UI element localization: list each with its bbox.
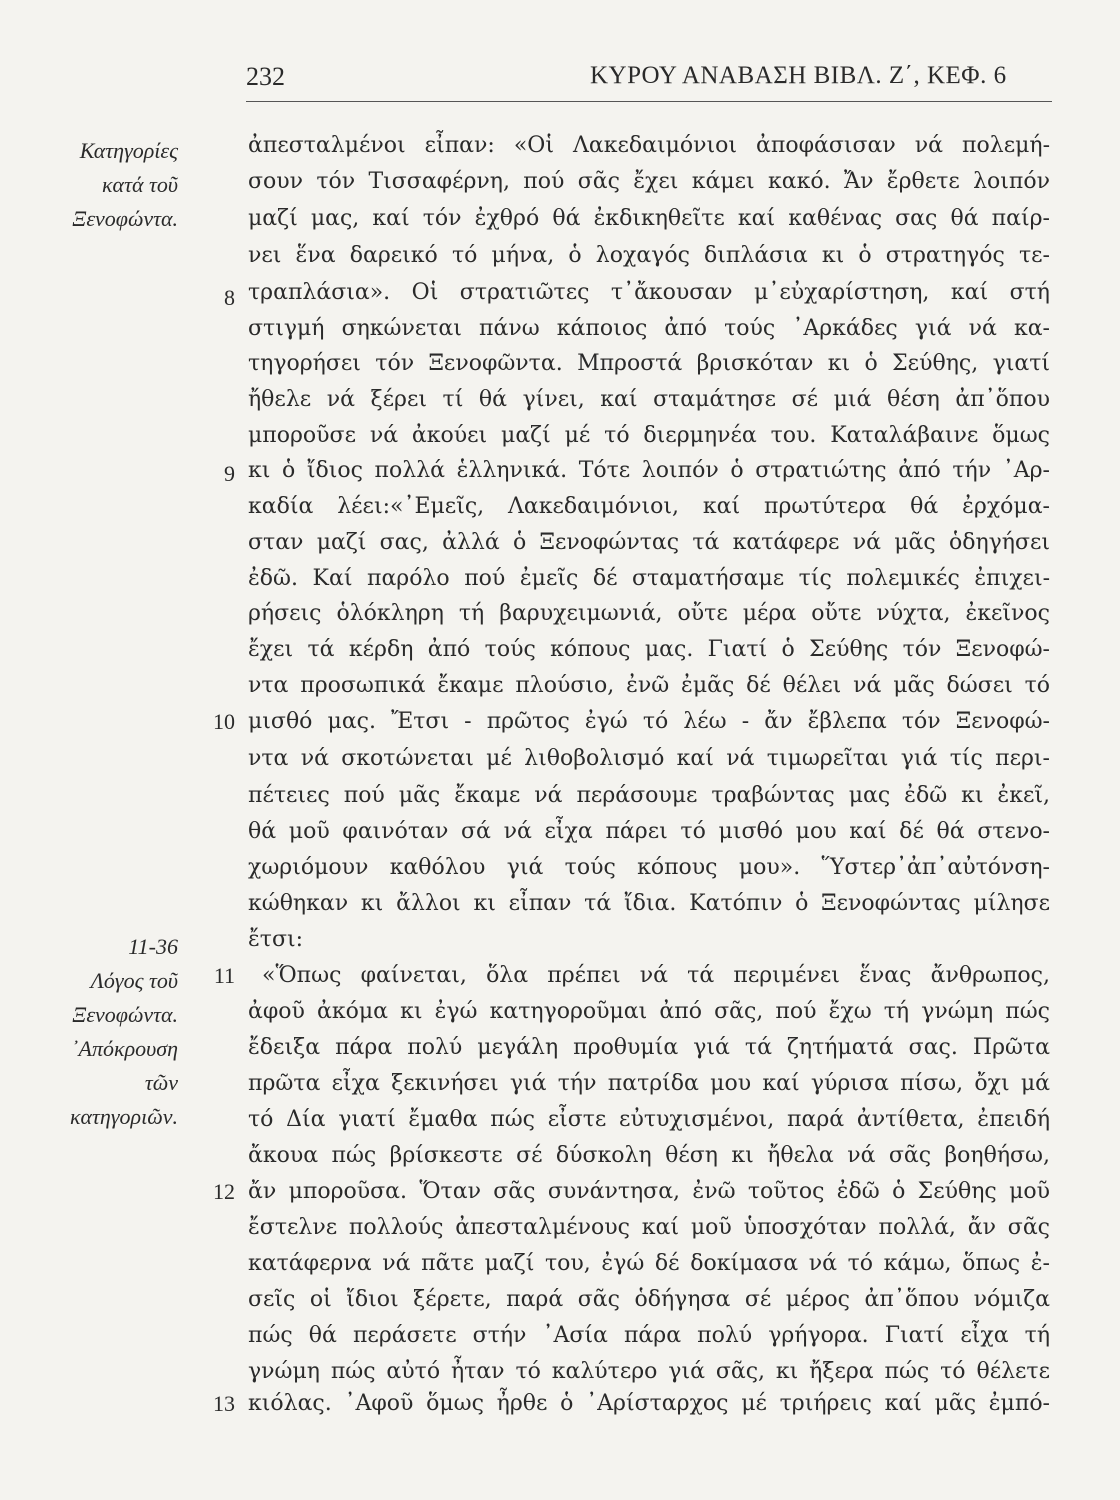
- text-line: σταν μαζί σας, ἀλλά ὁ Ξενοφώντας τά κατάφερε νά μᾶς ὁδηγήσει: [248, 530, 1050, 555]
- text-line: πέτειες πού μᾶς ἔκαμε νά περάσουμε τραβώντας μας ἐδῶ κι ἐκεῖ,: [248, 783, 1050, 808]
- text-line: ἐδῶ. Καί παρόλο πού ἐμεῖς δέ σταματήσαμε τίς πολεμικές ἐπιχει-: [248, 566, 1050, 591]
- text-line: πρῶτα εἶχα ξεκινήσει γιά τήν πατρίδα μου καί γύρισα πίσω, ὄχι μά: [248, 1071, 1050, 1096]
- running-head: ΚΥΡΟΥ ΑΝΑΒΑΣΗ ΒΙΒΛ. Ζ΄, ΚΕΦ. 6: [590, 62, 1007, 89]
- text-line: μαζί μας, καί τόν ἐχθρό θά ἐκδικηθεῖτε καί καθένας σας θά παίρ-: [248, 206, 1050, 231]
- text-line: «Ὅπως φαίνεται, ὅλα πρέπει νά τά περιμένει ἕνας ἄνθρωπος,: [262, 963, 1050, 988]
- margin-note-line: τῶν: [144, 1070, 178, 1095]
- header-rule: [246, 101, 1052, 102]
- margin-note-line: 11-36: [128, 934, 178, 959]
- text-line: ἄκουα πώς βρίσκεστε σέ δύσκολη θέση κι ἤθελα νά σᾶς βοηθήσω,: [248, 1143, 1050, 1168]
- section-number: 12: [213, 1179, 235, 1204]
- text-line: ἔστελνε πολλούς ἀπεσταλμένους καί μοῦ ὑποσχόταν πολλά, ἄν σᾶς: [248, 1215, 1050, 1240]
- text-line: ἔχει τά κέρδη ἀπό τούς κόπους μας. Γιατί ὁ Σεύθης τόν Ξενοφώ-: [248, 637, 1050, 662]
- section-number: 10: [213, 709, 235, 734]
- text-line: τό Δία γιατί ἔμαθα πώς εἶστε εὐτυχισμένοι, παρά ἀντίθετα, ἐπειδή: [248, 1107, 1050, 1132]
- text-line: ρήσεις ὁλόκληρη τή βαρυχειμωνιά, οὔτε μέρα οὔτε νύχτα, ἐκεῖνος: [248, 601, 1050, 626]
- text-line: μποροῦσε νά ἀκούει μαζί μέ τό διερμηνέα του. Καταλάβαινε ὅμως: [248, 423, 1050, 448]
- margin-note-speech: [70, 930, 178, 1134]
- text-line: μισθό μας. Ἔτσι - πρῶτος ἐγώ τό λέω - ἄν ἔβλεπα τόν Ξενοφώ-: [248, 709, 1050, 734]
- page-number: 232: [246, 62, 285, 91]
- text-line: ἔτσι:: [248, 927, 304, 952]
- margin-note-line: Κατηγορίες: [79, 138, 178, 163]
- section-number: 13: [213, 1391, 235, 1416]
- margin-note-accusations: [72, 134, 178, 236]
- margin-note-line: κατά τοῦ: [101, 172, 178, 197]
- text-line: στιγμή σηκώνεται πάνω κάποιος ἀπό τούς ᾿Αρκάδες γιά νά κα-: [248, 316, 1050, 341]
- text-line: θά μοῦ φαινόταν σά νά εἶχα πάρει τό μισθό μου καί δέ θά στενο-: [248, 819, 1050, 844]
- margin-note-line: Ξενοφώντα.: [72, 1002, 178, 1027]
- text-line: ντα νά σκοτώνεται μέ λιθοβολισμό καί νά τιμωρεῖται γιά τίς περι-: [248, 746, 1050, 771]
- text-line: ἀπεσταλμένοι εἶπαν: «Οἱ Λακεδαιμόνιοι ἀποφάσισαν νά πολεμή-: [248, 133, 1050, 158]
- text-line: ντα προσωπικά ἔκαμε πλούσιο, ἐνῶ ἐμᾶς δέ θέλει νά μᾶς δώσει τό: [248, 673, 1050, 698]
- margin-note-line: κατηγοριῶν.: [69, 1104, 178, 1129]
- section-number: 11: [213, 963, 235, 988]
- text-line: ἤθελε νά ξέρει τί θά γίνει, καί σταμάτησε σέ μιά θέση ἀπ᾿ὅπου: [248, 387, 1050, 412]
- text-line: πώς θά περάσετε στήν ᾿Ασία πάρα πολύ γρήγορα. Γιατί εἶχα τή: [248, 1323, 1050, 1348]
- text-line: καδία λέει:«᾿Εμεῖς, Λακεδαιμόνιοι, καί πρωτύτερα θά ἐρχόμα-: [248, 494, 1050, 519]
- text-line: νει ἕνα δαρεικό τό μήνα, ὁ λοχαγός διπλάσια κι ὁ στρατηγός τε-: [248, 243, 1050, 268]
- section-number: 9: [224, 461, 235, 486]
- text-line: τηγορήσει τόν Ξενοφῶντα. Μπροστά βρισκόταν κι ὁ Σεύθης, γιατί: [248, 351, 1050, 376]
- text-line: ἔδειξα πάρα πολύ μεγάλη προθυμία γιά τά ζητήματά σας. Πρῶτα: [248, 1035, 1050, 1060]
- text-line: σουν τόν Τισσαφέρνη, πού σᾶς ἔχει κάμει κακό. Ἄν ἔρθετε λοιπόν: [248, 169, 1050, 194]
- text-line: κώθηκαν κι ἄλλοι κι εἶπαν τά ἴδια. Κατόπιν ὁ Ξενοφώντας μίλησε: [248, 891, 1050, 916]
- text-line: ἄν μποροῦσα. Ὅταν σᾶς συνάντησα, ἐνῶ τοῦτος ἐδῶ ὁ Σεύθης μοῦ: [248, 1179, 1050, 1204]
- text-line: χωριόμουν καθόλου γιά τούς κόπους μου». Ὕστερ᾿ἀπ᾿αὐτόνση-: [248, 855, 1050, 880]
- text-line: κατάφερνα νά πᾶτε μαζί του, ἐγώ δέ δοκίμασα νά τό κάμω, ὅπως ἐ-: [248, 1251, 1050, 1276]
- text-line: γνώμη πώς αὐτό ἦταν τό καλύτερο γιά σᾶς, κι ἤξερα πώς τό θέλετε: [248, 1359, 1050, 1384]
- margin-note-line: ᾿Απόκρουση: [71, 1036, 178, 1061]
- text-line: κιόλας. ᾿Αφοῦ ὅμως ἦρθε ὁ ᾿Αρίσταρχος μέ τριήρεις καί μᾶς ἐμπό-: [248, 1391, 1050, 1416]
- section-number: 8: [224, 285, 235, 310]
- margin-note-line: Ξενοφώντα.: [72, 206, 178, 231]
- text-line: τραπλάσια». Οἱ στρατιῶτες τ᾿ἄκουσαν μ᾿εὐχαρίστηση, καί στή: [248, 280, 1050, 305]
- text-line: σεῖς οἱ ἴδιοι ξέρετε, παρά σᾶς ὁδήγησα σέ μέρος ἀπ᾿ὅπου νόμιζα: [248, 1287, 1050, 1312]
- margin-note-line: Λόγος τοῦ: [90, 968, 178, 993]
- text-line: ἀφοῦ ἀκόμα κι ἐγώ κατηγοροῦμαι ἀπό σᾶς, πού ἔχω τή γνώμη πώς: [248, 999, 1050, 1024]
- text-line: κι ὁ ἴδιος πολλά ἑλληνικά. Τότε λοιπόν ὁ στρατιώτης ἀπό τήν ᾿Αρ-: [248, 458, 1050, 483]
